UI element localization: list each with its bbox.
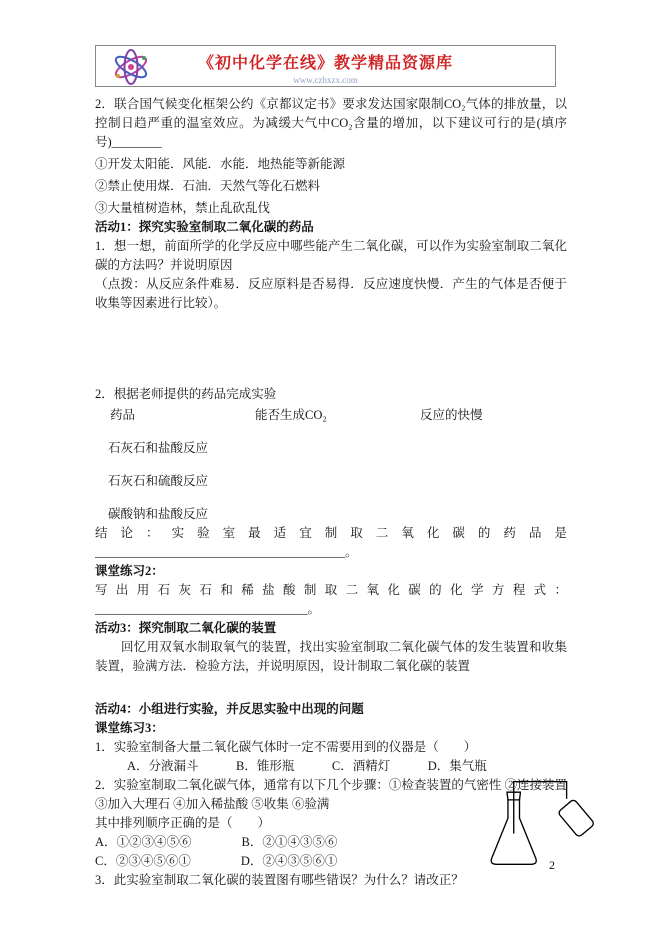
exercise-2-text: 写出用石灰石和稀盐酸制取二氧化碳的化学方程式：__________________________________。 [95,583,567,616]
activity-3-heading: 活动3：探究制取二氧化碳的装置 [95,621,277,635]
page-number: 2 [549,858,555,872]
blank-answer-space [95,313,567,385]
exercise-3-heading: 课堂练习3： [95,721,164,735]
site-title: 《初中化学在线》教学精品资源库 [197,55,453,72]
table-row-label: 石灰石和硫酸反应 [108,474,209,488]
question-2-text: 2．联合国气候变化框架公约《京都议定书》要求发达国家限制CO₂气体的排放量，以控制日趋严重的温室效应。为减缓大气中CO₂含量的增加，以下建议可行的是(填序号)________ [95,97,567,149]
exercise-3-question-2-options-ab: A．①②③④⑤⑥ B．②①④③⑤⑥ [95,835,338,849]
apparatus-diagram [482,772,607,877]
collection-bottle [558,799,595,838]
question-2-option-1: ①开发太阳能．风能．水能．地热能等新能源 [95,157,346,171]
activity-3-text: 回忆用双氧水制取氧气的装置，找出实验室制取二氧化碳气体的发生装置和收集装置，验满方法．检验方法，并说明原因，设计制取二氧化碳的装置 [95,640,567,673]
site-header [95,45,556,87]
activity-4-heading: 活动4：小组进行实验，并反思实验中出现的问题 [95,702,364,716]
exercise-3-question-3: 3．此实验室制取二氧化碳的装置图有哪些错误？为什么？请改正？ [95,873,464,887]
table-row [95,472,567,491]
blank-answer-space [95,676,567,700]
header-text-block [96,50,555,85]
table-row [95,505,567,524]
activity-1-question-2: 2．根据老师提供的药品完成实验 [95,387,277,401]
table-row-label: 石灰石和盐酸反应 [108,441,209,455]
table-header-speed: 反应的快慢 [420,408,483,422]
question-2-option-2: ②禁止使用煤．石油．天然气等化石燃料 [95,179,321,193]
exercise-3-question-2-options-cd: C．②③④⑤⑥① D．②④③⑤⑥① [95,854,338,868]
experiment-table-header [95,406,567,425]
exercise-2-heading: 课堂练习2： [95,564,164,578]
document-body [95,95,567,890]
exercise-3-question-2: 2．实验室制取二氧化碳气体，通常有以下几个步骤：①检查装置的气密性 ②连接装置 ③加入大理石 ④加入稀盐酸 ⑤收集 ⑥验满 [95,778,567,811]
activity-1-heading: 活动1：探究实验室制取二氧化碳的药品 [95,220,314,234]
activity-1-question-1: 1．想一想，前面所学的化学反应中哪些能产生二氧化碳，可以作为实验室制取二氧化碳的方法吗？并说明原因 [95,239,567,272]
question-2-option-3: ③大量植树造林，禁止乱砍乱伐 [95,201,271,215]
site-url: www.czhxzx.com [293,75,358,85]
table-header-co2: 能否生成CO₂ [255,408,327,422]
delivery-tube [514,782,567,834]
conclusion-line: 结论：实验室最适宜制取二氧化碳的药品是________________________________________。 [95,526,567,559]
exercise-3-question-1-options: A．分液漏斗 B．锥形瓶 C．酒精灯 D．集气瓶 [127,759,487,773]
table-row [95,439,567,458]
experiment-table [95,406,567,524]
exercise-3-question-2b: 其中排列顺序正确的是（ ） [95,816,271,830]
exercise-3-question-1: 1．实验室制备大量二氧化碳气体时一定不需要用到的仪器是（ ） [95,740,477,754]
table-header-drug: 药品 [110,408,136,422]
activity-1-hint: （点拨：从反应条件难易．反应原料是否易得．反应速度快慢．产生的气体是否便于收集等因素进行比较）。 [95,277,567,310]
table-row-label: 碳酸钠和盐酸反应 [108,507,209,521]
